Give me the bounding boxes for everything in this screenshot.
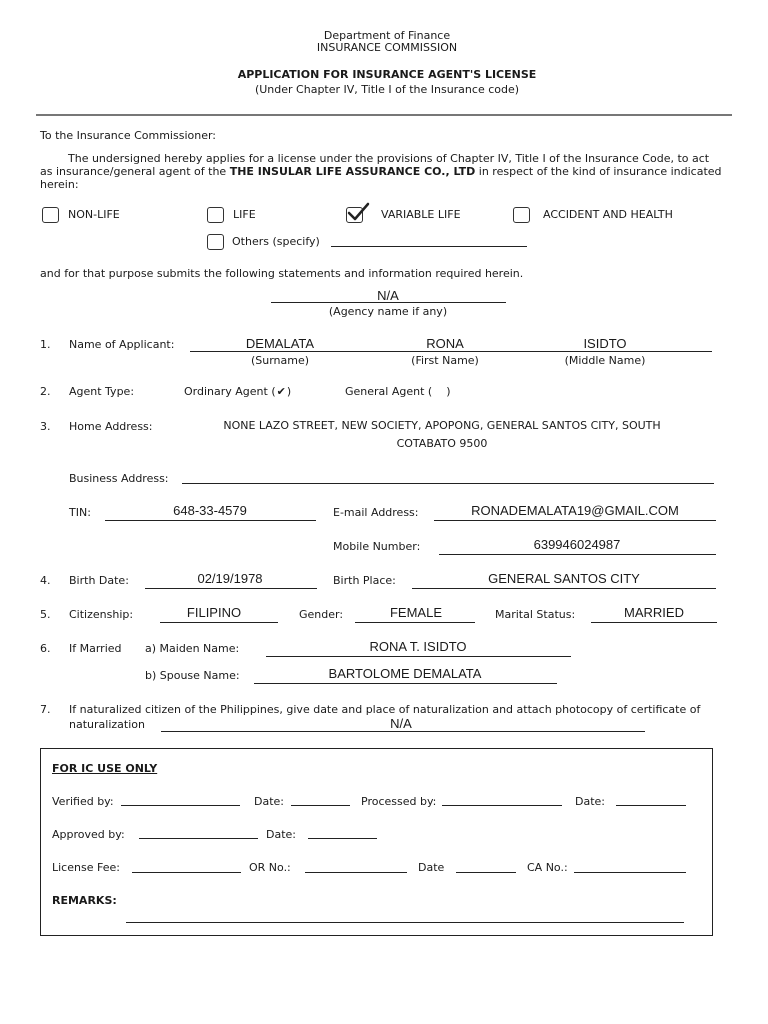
remarks-label: REMARKS: xyxy=(52,894,117,907)
or-no-label: OR No.: xyxy=(249,861,291,874)
email-field[interactable] xyxy=(434,520,716,521)
processed-by-field[interactable] xyxy=(442,805,562,806)
approved-by-label: Approved by: xyxy=(52,828,125,841)
intro-line-3: herein: xyxy=(40,178,79,191)
ordinary-check-icon: ✔ xyxy=(276,385,286,398)
home-address-label: Home Address: xyxy=(69,420,153,433)
business-address-label: Business Address: xyxy=(69,472,169,485)
naturalization-label: naturalization xyxy=(69,718,145,731)
item-number-3: 3. xyxy=(40,420,51,433)
license-fee-field[interactable] xyxy=(132,872,241,873)
approved-date-field[interactable] xyxy=(308,838,377,839)
general-agent-option[interactable]: General Agent ( ) xyxy=(345,385,451,398)
gender-label: Gender: xyxy=(299,608,344,621)
salutation: To the Insurance Commissioner: xyxy=(40,129,217,142)
marital-status-field[interactable] xyxy=(591,622,717,623)
company-name: THE INSULAR LIFE ASSURANCE CO., LTD xyxy=(229,165,476,178)
check-mark-icon xyxy=(345,201,371,223)
ordinary-agent-option[interactable]: Ordinary Agent (✔) xyxy=(184,385,292,398)
naturalized-text: If naturalized citizen of the Philippines, give date and place of naturalization and attach photocopy of certificate of xyxy=(69,703,701,716)
birth-place-value: GENERAL SANTOS CITY xyxy=(488,571,640,586)
email-value: RONADEMALATA19@GMAIL.COM xyxy=(471,503,679,518)
item-number-7: 7. xyxy=(40,703,51,716)
item-number-5: 5. xyxy=(40,608,51,621)
ic-date-field[interactable] xyxy=(456,872,516,873)
naturalization-field[interactable] xyxy=(161,731,645,732)
ca-no-field[interactable] xyxy=(574,872,686,873)
department-name: Department of Finance xyxy=(323,29,451,42)
item-number-6: 6. xyxy=(40,642,51,655)
mobile-value: 639946024987 xyxy=(533,537,621,552)
verified-date-field[interactable] xyxy=(291,805,350,806)
statement-text: and for that purpose submits the following statements and information required herein. xyxy=(40,267,524,280)
birth-date-label: Birth Date: xyxy=(69,574,129,587)
home-address-line-2: COTABATO 9500 xyxy=(396,437,488,450)
license-fee-label: License Fee: xyxy=(52,861,120,874)
item-number-1: 1. xyxy=(40,338,51,351)
accident-health-checkbox[interactable] xyxy=(513,207,530,223)
spouse-name-label: b) Spouse Name: xyxy=(145,669,240,682)
tin-value: 648-33-4579 xyxy=(173,503,247,518)
marital-status-label: Marital Status: xyxy=(495,608,576,621)
spouse-name-value: BARTOLOME DEMALATA xyxy=(328,666,482,681)
others-label: Others (specify) xyxy=(232,235,320,248)
agent-type-label: Agent Type: xyxy=(69,385,135,398)
home-address-line-1: NONE LAZO STREET, NEW SOCIETY, APOPONG, GENERAL SANTOS CITY, SOUTH xyxy=(223,419,661,432)
birth-date-value: 02/19/1978 xyxy=(197,571,263,586)
tin-label: TIN: xyxy=(69,506,91,519)
accident-health-label: ACCIDENT AND HEALTH xyxy=(543,208,673,221)
ic-use-title: FOR IC USE ONLY xyxy=(52,762,158,775)
mobile-field[interactable] xyxy=(439,554,716,555)
maiden-name-value: RONA T. ISIDTO xyxy=(369,639,467,654)
approved-date-label: Date: xyxy=(266,828,296,841)
others-checkbox[interactable] xyxy=(207,234,224,250)
processed-date-field[interactable] xyxy=(616,805,686,806)
business-address-field[interactable] xyxy=(182,483,714,484)
birth-date-field[interactable] xyxy=(145,588,317,589)
tin-field[interactable] xyxy=(105,520,316,521)
ic-date-label: Date xyxy=(418,861,445,874)
first-name-caption: (First Name) xyxy=(411,354,479,367)
surname-caption: (Surname) xyxy=(250,354,310,367)
ca-no-label: CA No.: xyxy=(527,861,568,874)
applicant-name-label: Name of Applicant: xyxy=(69,338,175,351)
agency-name-value: N/A xyxy=(377,288,399,303)
header-divider xyxy=(36,114,732,116)
email-label: E-mail Address: xyxy=(333,506,419,519)
if-married-label: If Married xyxy=(69,642,122,655)
birth-place-label: Birth Place: xyxy=(333,574,396,587)
non-life-checkbox[interactable] xyxy=(42,207,59,223)
maiden-name-field[interactable] xyxy=(266,656,571,657)
gender-value: FEMALE xyxy=(389,605,443,620)
verified-by-field[interactable] xyxy=(121,805,240,806)
middle-name-caption: (Middle Name) xyxy=(564,354,646,367)
processed-date-label: Date: xyxy=(575,795,605,808)
intro-line-1: The undersigned hereby applies for a license under the provisions of Chapter IV, Title I of the Insurance Code, to act xyxy=(68,152,710,165)
remarks-field[interactable] xyxy=(126,922,684,923)
form-title: APPLICATION FOR INSURANCE AGENT'S LICENSE xyxy=(237,68,537,81)
intro-line-2: as insurance/general agent of the THE INSULAR LIFE ASSURANCE CO., LTD in respect of the kind of insurance indicated xyxy=(40,165,722,178)
middle-name-value: ISIDTO xyxy=(583,336,627,351)
citizenship-value: FILIPINO xyxy=(186,605,242,620)
verified-date-label: Date: xyxy=(254,795,284,808)
applicant-name-field[interactable] xyxy=(190,351,712,352)
citizenship-field[interactable] xyxy=(160,622,278,623)
form-subtitle: (Under Chapter IV, Title I of the Insurance code) xyxy=(254,83,520,96)
agency-name-field[interactable] xyxy=(271,302,506,303)
gender-field[interactable] xyxy=(355,622,475,623)
variable-life-label: VARIABLE LIFE xyxy=(381,208,461,221)
birth-place-field[interactable] xyxy=(412,588,716,589)
maiden-name-label: a) Maiden Name: xyxy=(145,642,240,655)
naturalization-value: N/A xyxy=(390,716,412,731)
first-name-value: RONA xyxy=(426,336,464,351)
or-no-field[interactable] xyxy=(305,872,407,873)
non-life-label: NON-LIFE xyxy=(68,208,120,221)
spouse-name-field[interactable] xyxy=(254,683,557,684)
agency-name-caption: (Agency name if any) xyxy=(328,305,448,318)
life-label: LIFE xyxy=(233,208,256,221)
approved-by-field[interactable] xyxy=(139,838,258,839)
verified-by-label: Verified by: xyxy=(52,795,114,808)
commission-name: INSURANCE COMMISSION xyxy=(316,41,458,54)
processed-by-label: Processed by: xyxy=(361,795,437,808)
surname-value: DEMALATA xyxy=(245,336,315,351)
mobile-label: Mobile Number: xyxy=(333,540,421,553)
item-number-2: 2. xyxy=(40,385,51,398)
citizenship-label: Citizenship: xyxy=(69,608,134,621)
item-number-4: 4. xyxy=(40,574,51,587)
life-checkbox[interactable] xyxy=(207,207,224,223)
others-specify-field[interactable] xyxy=(331,246,527,247)
ic-use-box xyxy=(40,748,713,936)
marital-status-value: MARRIED xyxy=(624,605,684,620)
